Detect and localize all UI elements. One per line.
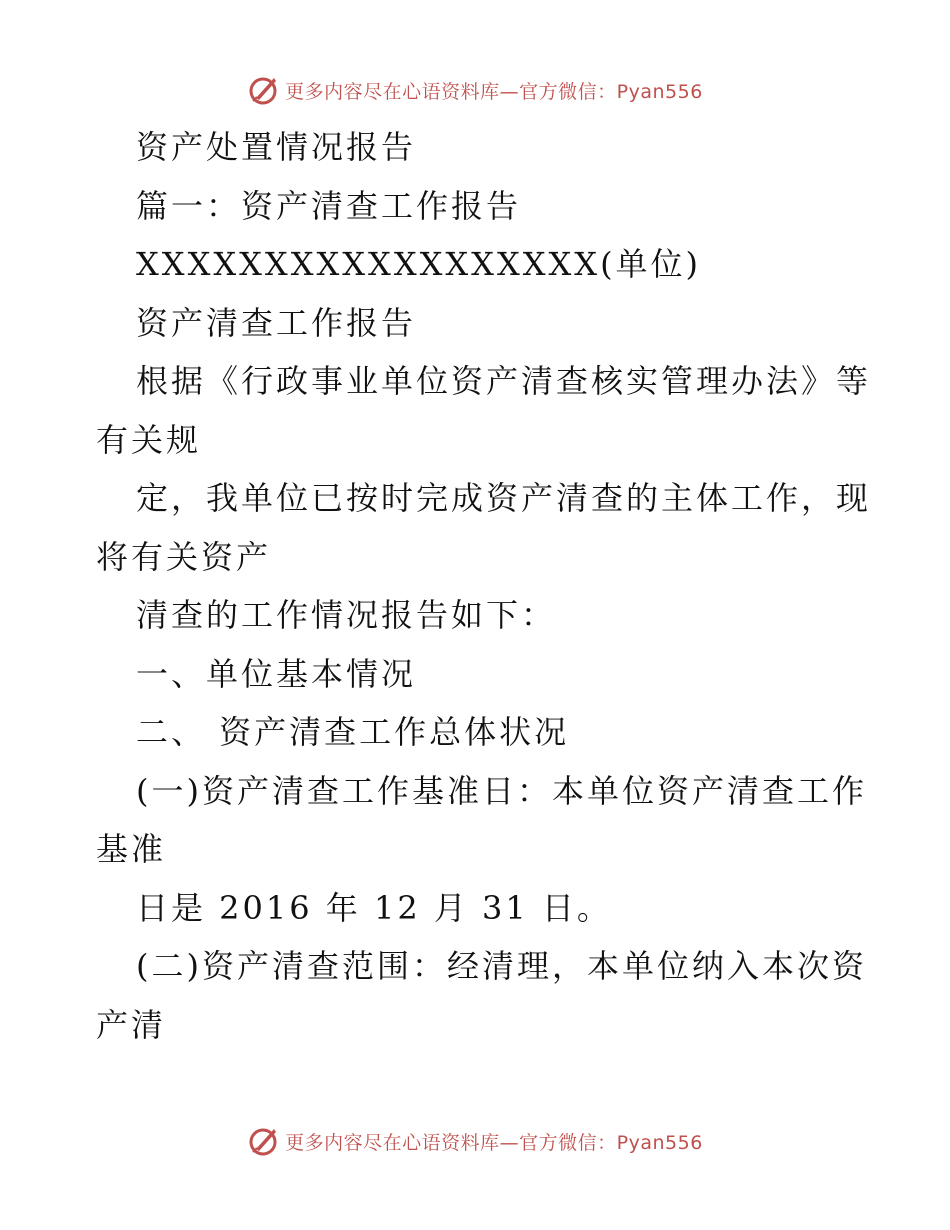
paragraph-line: (一)资产清查工作基准日：本单位资产清查工作 (136, 771, 867, 810)
quill-logo-icon (247, 1124, 281, 1158)
paragraph-line: 定，我单位已按时完成资产清查的主体工作，现 (136, 479, 872, 517)
watermark-header (0, 70, 950, 110)
watermark-text: 更多内容尽在心语资料库—官方微信：Pyan556 (285, 1131, 703, 1154)
list-heading: 二、 资产清查工作总体状况 (136, 713, 570, 751)
list-heading: 一、单位基本情况 (136, 654, 417, 693)
paragraph-line: 日是 2016 年 12 月 31 日。 (136, 888, 612, 927)
paragraph-line: 基准 (96, 830, 167, 868)
doc-title: 资产处置情况报告 (136, 128, 417, 166)
unit-name: XXXXXXXXXXXXXXXXXX(单位) (136, 245, 702, 283)
section-heading: 篇一：资产清查工作报告 (136, 186, 522, 225)
quill-logo-icon (247, 73, 281, 107)
paragraph-line: 产清 (96, 1005, 167, 1044)
watermark-text: 更多内容尽在心语资料库—官方微信：Pyan556 (285, 80, 703, 103)
paragraph-line: 将有关资产 (96, 537, 272, 576)
paragraph-line: 有关规 (96, 420, 202, 459)
paragraph-line: 根据《行政事业单位资产清查核实管理办法》等 (136, 362, 872, 400)
paragraph-line: (二)资产清查范围：经清理，本单位纳入本次资 (136, 947, 867, 985)
paragraph-line: 清查的工作情况报告如下： (136, 596, 557, 634)
watermark-footer (0, 1121, 950, 1161)
report-subtitle: 资产清查工作报告 (136, 303, 417, 342)
document-body (96, 118, 872, 1054)
